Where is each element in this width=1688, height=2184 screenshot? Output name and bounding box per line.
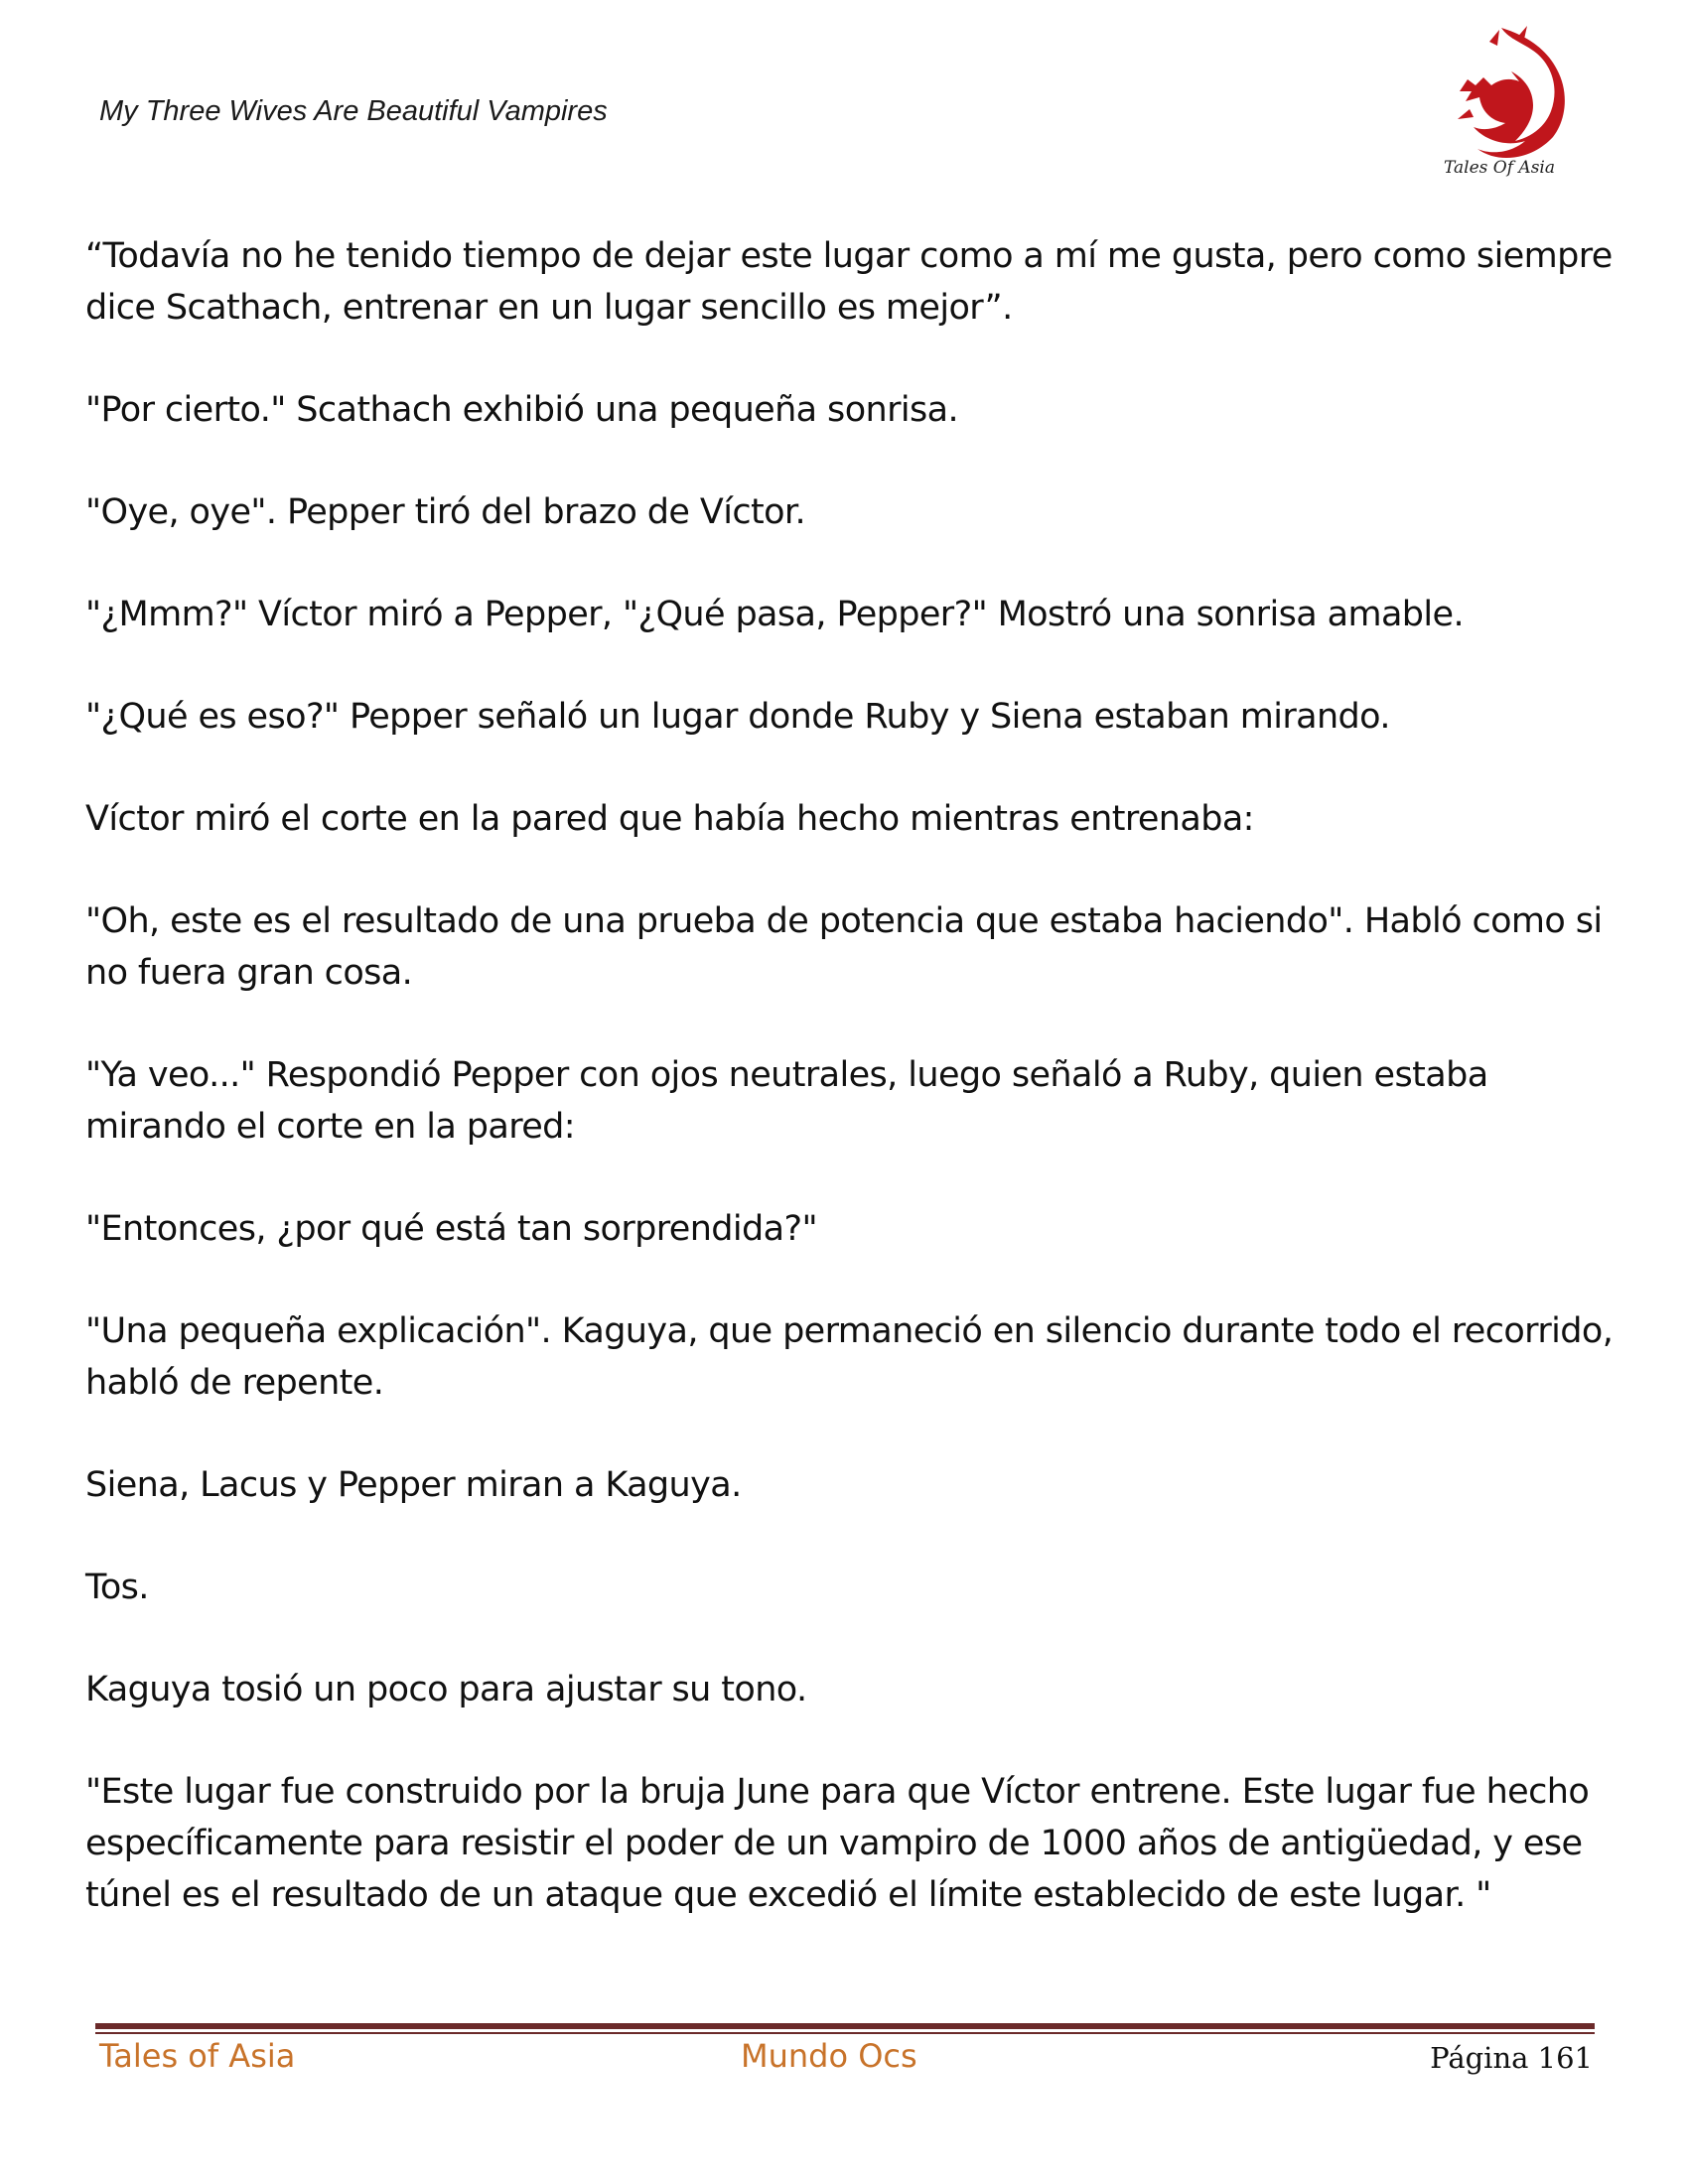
paragraph: "Este lugar fue construido por la bruja June para que Víctor entrene. Este lugar fue hecho específicamente para resistir el poder de un vampiro de 1000 años de antigüedad, y ese túnel es el resultado de un ataque que excedió el límite establecido de este lugar. " [85, 1772, 1590, 1915]
paragraph: "Oye, oye". Pepper tiró del brazo de Víctor. [85, 492, 806, 532]
paragraph: Siena, Lacus y Pepper miran a Kaguya. [85, 1465, 742, 1505]
footer-section: Mundo Ocs [741, 2037, 917, 2075]
footer-publisher: Tales of Asia [99, 2037, 296, 2075]
footer-divider-thin [95, 2032, 1595, 2034]
paragraph: “Todavía no he tenido tiempo de dejar este lugar como a mí me gusta, pero como siempre dice Scathach, entrenar en un lugar sencillo es mejor”. [85, 236, 1613, 328]
paragraph: "Por cierto." Scathach exhibió una pequeña sonrisa. [85, 390, 959, 430]
paragraph: "Entonces, ¿por qué está tan sorprendida?" [85, 1209, 817, 1249]
chapter-body [85, 230, 1615, 1972]
paragraph: "Ya veo..." Respondió Pepper con ojos neutrales, luego señaló a Ruby, quien estaba mirando el corte en la pared: [85, 1055, 1488, 1147]
book-title: My Three Wives Are Beautiful Vampires [99, 95, 608, 127]
paragraph: "Oh, este es el resultado de una prueba de potencia que estaba haciendo". Habló como si no fuera gran cosa. [85, 901, 1603, 993]
paragraph: Kaguya tosió un poco para ajustar su tono. [85, 1670, 807, 1709]
paragraph: "¿Qué es eso?" Pepper señaló un lugar donde Ruby y Siena estaban mirando. [85, 697, 1390, 737]
footer-divider [95, 2023, 1595, 2029]
paragraph: Tos. [85, 1568, 149, 1607]
dragon-logo-icon [1430, 20, 1569, 179]
page-number: Página 161 [1430, 2041, 1593, 2075]
logo-text: Tales Of Asia [1444, 158, 1555, 178]
paragraph: "Una pequeña explicación". Kaguya, que permaneció en silencio durante todo el recorrido, habló de repente. [85, 1311, 1614, 1403]
paragraph: "¿Mmm?" Víctor miró a Pepper, "¿Qué pasa, Pepper?" Mostró una sonrisa amable. [85, 595, 1464, 634]
paragraph: Víctor miró el corte en la pared que había hecho mientras entrenaba: [85, 799, 1254, 839]
